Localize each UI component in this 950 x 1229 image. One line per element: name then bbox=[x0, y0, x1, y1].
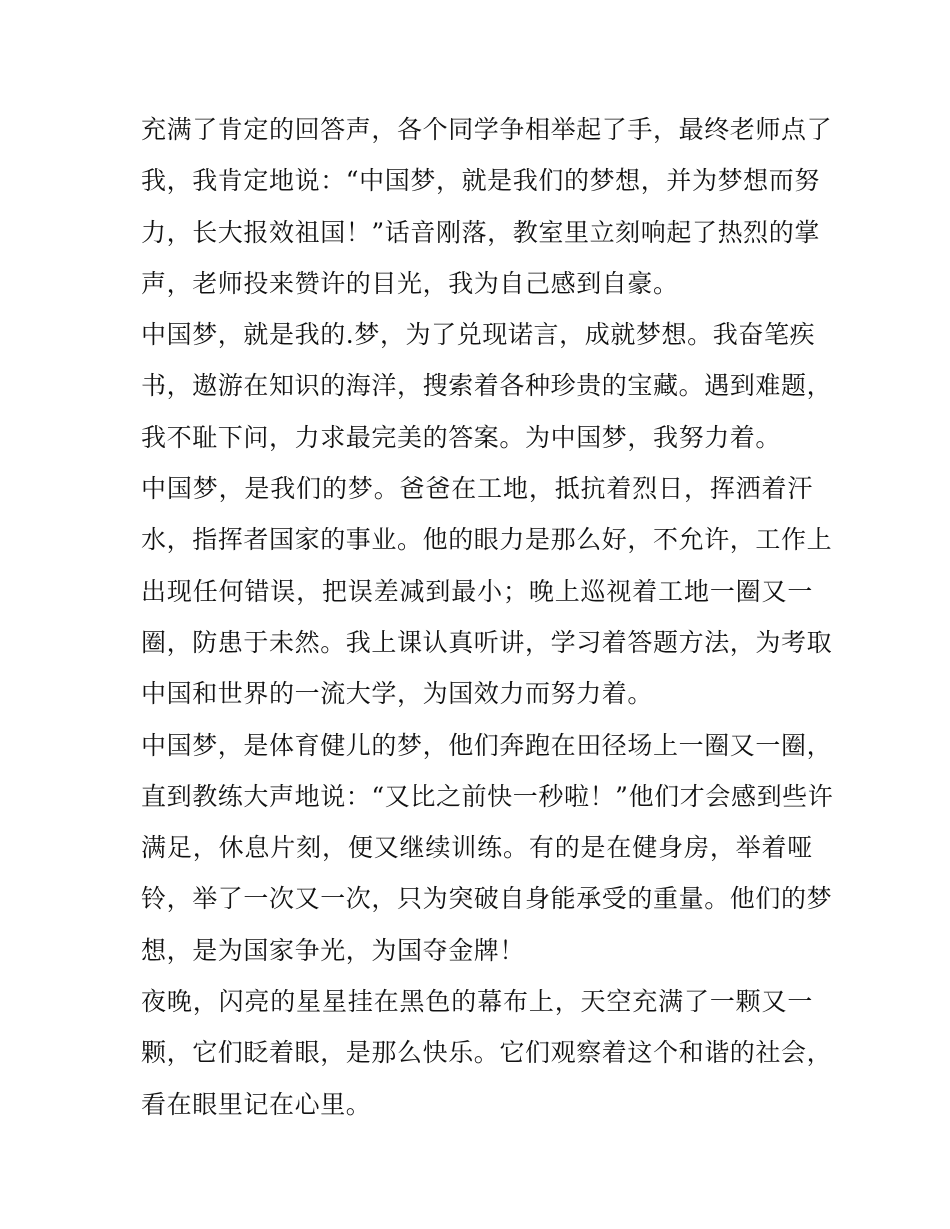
text-line: 书，遨游在知识的海洋，搜索着各种珍贵的宝藏。遇到难题， bbox=[141, 371, 833, 401]
text-line: 夜晚，闪亮的星星挂在黑色的幕布上，天空充满了一颗又一 bbox=[141, 987, 813, 1017]
text-line: 中国梦，是我们的梦。爸爸在工地，抵抗着烈日，挥洒着汗 bbox=[141, 474, 813, 504]
text-line: 充满了肯定的回答声，各个同学争相举起了手，最终老师点了 bbox=[141, 115, 833, 144]
text-line: 颗，它们眨着眼，是那么快乐。它们观察着这个和谐的社会， bbox=[141, 1038, 833, 1068]
text-line: 圈，防患于未然。我上课认真听讲，学习着答题方法，为考取 bbox=[141, 627, 833, 657]
text-line: 想，是为国家争光，为国夺金牌！ bbox=[141, 935, 526, 965]
text-line: 中国梦，是体育健儿的梦，他们奔跑在田径场上一圈又一圈， bbox=[141, 730, 833, 760]
text-line: 满足，休息片刻，便又继续训练。有的是在健身房，举着哑 bbox=[141, 833, 813, 863]
text-line: 力，长大报效祖国！”话音刚落，教室里立刻响起了热烈的掌 bbox=[141, 217, 820, 247]
text-line: 我不耻下问，力求最完美的答案。为中国梦，我努力着。 bbox=[141, 422, 782, 452]
text-line: 看在眼里记在心里。 bbox=[141, 1089, 372, 1119]
text-line: 直到教练大声地说：“又比之前快一秒啦！”他们才会感到些许 bbox=[141, 781, 834, 811]
text-line: 声，老师投来赞许的目光，我为自己感到自豪。 bbox=[141, 268, 679, 298]
text-line: 中国和世界的一流大学，为国效力而努力着。 bbox=[141, 679, 654, 709]
text-line: 我，我肯定地说：“中国梦，就是我们的梦想，并为梦想而努 bbox=[141, 166, 820, 196]
text-line: 水，指挥者国家的事业。他的眼力是那么好，不允许，工作上 bbox=[141, 525, 833, 555]
text-line: 中国梦，就是我的.梦，为了兑现诺言，成就梦想。我奋笔疾 bbox=[141, 320, 816, 350]
text-line: 出现任何错误，把误差减到最小；晚上巡视着工地一圈又一 bbox=[141, 576, 813, 606]
document-body bbox=[141, 104, 834, 1130]
text-line: 铃，举了一次又一次，只为突破自身能承受的重量。他们的梦 bbox=[141, 884, 833, 914]
